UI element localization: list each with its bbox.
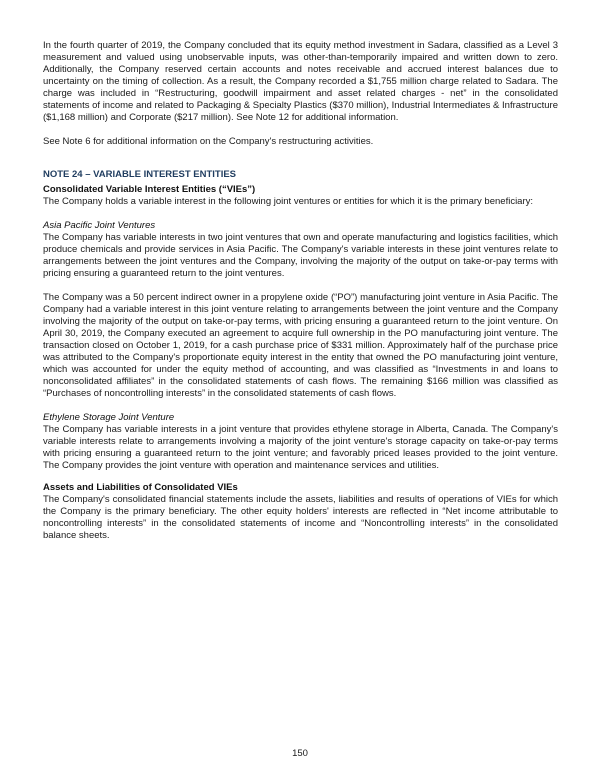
asia-pacific-paragraph-1: The Company has variable interests in two joint ventures that own and operate manufacturing and logistics facilities, which produce chemicals and provide services in Asia Pacific. The Company's variable interests in these joint ventures relate to arrangements between the joint ventures and the Company, involving the majority of the output on take-or-pay terms with pricing ensuring a guaranteed return to the joint ventures.	[43, 232, 558, 279]
consolidated-vies-intro-paragraph: The Company holds a variable interest in the following joint ventures or entities for which it is the primary beneficiary:	[43, 196, 534, 207]
see-note-6-paragraph: See Note 6 for additional information on the Company's restructuring activities.	[43, 136, 374, 147]
asia-pacific-paragraph-2: The Company was a 50 percent indirect owner in a propylene oxide (“PO”) manufacturing joint venture in Asia Pacific. The Company had a variable interest in this joint venture relating to arrangements between the joint venture and the Company involving the majority of the output on take-or-pay terms, with pricing ensuring a guaranteed return to the joint venture. On April 30, 2019, the Company executed an agreement to acquire full ownership in the PO manufacturing joint venture. The transaction closed on October 1, 2019, for a cash purchase price of $331 million. Approximately half of the purchase price was attributed to the Company's proportionate equity interest in the entity that owned the PO manufacturing joint venture, which was accounted for under the equity method of accounting, and was classified as “Investments in and loans to nonconsolidated affiliates” in the consolidated statements of cash flows. The remaining $166 million was classified as “Purchases of noncontrolling interests” in the consolidated statements of cash flows.	[43, 292, 558, 399]
consolidated-vies-heading: Consolidated Variable Interest Entities (“VIEs”)	[43, 184, 256, 195]
ethylene-storage-joint-venture-heading: Ethylene Storage Joint Venture	[43, 412, 175, 423]
page-content	[43, 40, 558, 542]
assets-liabilities-paragraph: The Company's consolidated financial statements include the assets, liabilities and results of operations of VIEs for which the Company is the primary beneficiary. The other equity holders' interests are reflected in “Net income attributable to noncontrolling interests” in the consolidated statements of income and “Noncontrolling interests” in the consolidated balance sheets.	[43, 494, 558, 541]
sadara-impairment-paragraph: In the fourth quarter of 2019, the Company concluded that its equity method investment in Sadara, classified as a Level 3 measurement and valued using unobservable inputs, was other-than-temporarily impaired and written down to zero. Additionally, the Company reserved certain accounts and notes receivable and accrued interest balances due to uncertainty on the timing of collection. As a result, the Company recorded a $1,755 million charge related to Sadara. The charge was included in “Restructuring, goodwill impairment and asset related charges - net” in the consolidated statements of income and related to Packaging & Specialty Plastics ($370 million), Industrial Intermediates & Infrastructure ($1,168 million) and Corporate ($217 million). See Note 12 for additional information.	[43, 40, 558, 123]
assets-liabilities-heading: Assets and Liabilities of Consolidated VIEs	[43, 482, 238, 493]
page-number: 150	[292, 748, 308, 759]
ethylene-storage-paragraph: The Company has variable interests in a joint venture that provides ethylene storage in Alberta, Canada. The Company's variable interests relate to arrangements involving a majority of the joint venture's storage capacity on take-or-pay terms with pricing ensuring a guaranteed return to the joint venture; and favorably priced leases provided to the joint venture. The Company provides the joint venture with operation and maintenance services and utilities.	[43, 424, 558, 471]
asia-pacific-joint-ventures-heading: Asia Pacific Joint Ventures	[43, 220, 156, 231]
note-24-title: NOTE 24 – VARIABLE INTEREST ENTITIES	[43, 169, 237, 180]
